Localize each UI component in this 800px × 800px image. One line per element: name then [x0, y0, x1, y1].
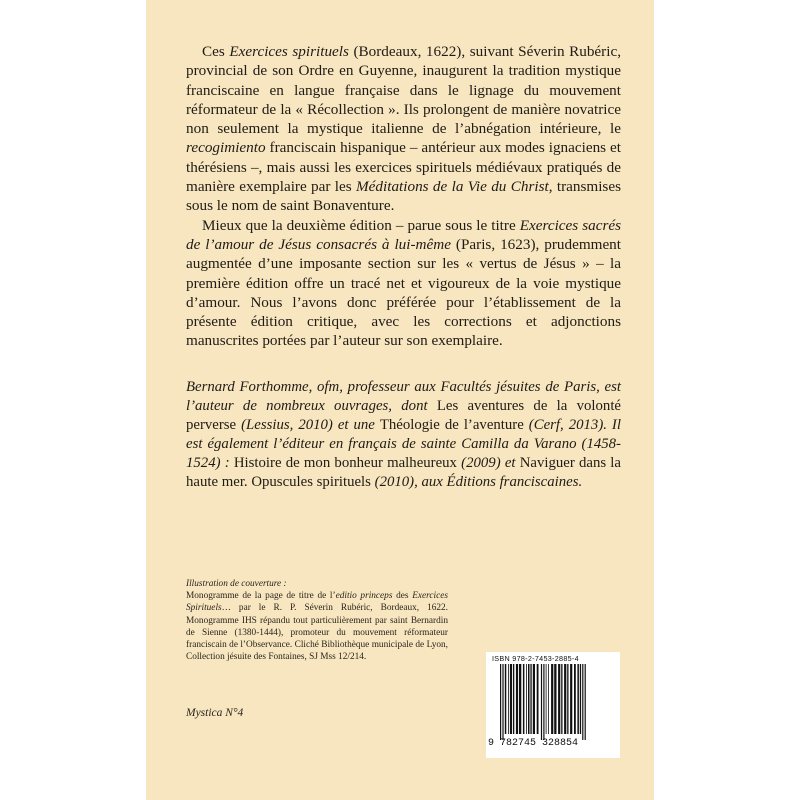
- barcode-bar: [546, 664, 547, 734]
- text-run: … par le R. P. Séverin Rubéric, Bordeaux, 1622. Monogramme IHS répandu tout particulièrement par saint Bernardin de Sienne (1380-1444), promoteur du mouvement réformateur franciscain de l’Observance. Cliché Bibliothèque municipale de Lyon, Collection jésuite des Fontaines, SJ Mss 12/214.: [186, 603, 448, 663]
- barcode-bar: [510, 664, 512, 734]
- text-run: (Cerf, 2013). Il est également l’éditeur en français de sainte Camilla da Varano (1458-1524) :: [186, 417, 621, 471]
- barcode-bar: [577, 664, 579, 734]
- barcode-bar: [513, 664, 514, 734]
- barcode-bar: [528, 664, 530, 734]
- barcode-bar: [551, 664, 553, 734]
- barcode-bar: [519, 664, 521, 734]
- text-run: editio princeps: [335, 591, 393, 602]
- barcode-bar: [582, 664, 583, 740]
- text-run: (Bordeaux, 1622), suivant Séverin Rubéric, provincial de son Ordre en Guyenne, inaugurent la tradition mystique franciscaine en langue française dans le lignage du mouvement réformateur de la « Récollection ». Ils prolongent de manière novatrice non seulement la mystique italienne de l’abnégation intérieure, le: [186, 43, 621, 138]
- blurb-paragraph-1: [186, 42, 621, 216]
- text-run: recogimiento: [186, 139, 266, 157]
- text-run: Exercices spirituels: [229, 43, 349, 60]
- text-run: des: [392, 591, 413, 602]
- barcode-bar: [543, 664, 544, 740]
- text-run: Monogramme de la page de titre de l’: [186, 591, 336, 602]
- text-run: franciscain hispanique – antérieur aux modes ignaciens et thérésiens –, mais aussi les exercices spirituels médiévaux pratiqués de manière exemplaire par les: [186, 139, 621, 196]
- barcode-bar: [508, 664, 509, 734]
- barcode-bar: [500, 664, 501, 740]
- barcode-bars: [498, 664, 610, 742]
- blurb-paragraph-2: [186, 216, 621, 351]
- text-run: Théologie de l’aventure: [379, 417, 524, 433]
- cover-illustration-credit: [186, 578, 448, 663]
- barcode-bar: [526, 664, 527, 734]
- text-run: Histoire de mon bonheur malheureux: [233, 455, 457, 471]
- blurb: [186, 42, 621, 351]
- barcode-bar: [561, 664, 562, 734]
- barcode-bar: [570, 664, 572, 734]
- author-bio: [186, 378, 621, 492]
- text-run: Ces: [202, 43, 230, 60]
- barcode-bar: [530, 664, 531, 734]
- text-run: Méditations de la Vie du Christ: [356, 178, 549, 196]
- barcode-bar: [502, 664, 503, 740]
- barcode-bar: [585, 664, 586, 740]
- barcode-bar: [564, 664, 566, 734]
- barcode-bar: [580, 664, 581, 734]
- text-run: Bernard Forthomme, ofm, professeur aux Facultés jésuites de Paris, est l’auteur de nombreux ouvrages, dont: [186, 379, 621, 414]
- text-run: (Paris, 1623), prudemment augmentée d’une imposante section sur les « vertus de Jésus » – la première édition offre un tracé net et vigoureux de la voie mystique d’amour. Nous l’avons donc préférée pour l’établissement de la présente édition critique, avec les corrections et adjonctions manuscrites portées par l’auteur sur son exemplaire.: [186, 235, 621, 350]
- barcode-bar: [567, 664, 568, 734]
- text-run: Les aventures de la volonté perverse: [186, 398, 621, 433]
- barcode-bar: [541, 664, 542, 740]
- barcode-bar: [558, 664, 560, 734]
- barcode-bar: [505, 664, 507, 734]
- isbn-barcode: [486, 652, 620, 758]
- text-run: Naviguer dans la haute mer. Opuscules spirituels: [186, 455, 621, 490]
- barcode-bar: [574, 664, 576, 734]
- text-run: (2009) et: [456, 455, 520, 471]
- barcode-bar: [516, 664, 518, 734]
- barcode-bar: [554, 664, 556, 734]
- text-run: (Lessius, 2010) et une: [236, 417, 380, 433]
- text-run: Exercices Spirituels: [186, 591, 448, 614]
- barcode-bar: [533, 664, 535, 734]
- illustration-caption: [186, 590, 448, 663]
- text-run: Mieux que la deuxième édition – parue sous le titre: [202, 216, 520, 234]
- isbn-number: ISBN 978-2-7453-2885-4: [492, 654, 579, 663]
- barcode-bar: [537, 664, 539, 734]
- collection-label: Mystica N°4: [186, 707, 244, 719]
- ean-digits: 9 782745 328854: [488, 738, 579, 749]
- text-run: Exercices sacrés de l’amour de Jésus consacrés à lui-même: [186, 216, 622, 253]
- back-cover: [146, 0, 654, 800]
- illustration-heading: Illustration de couverture :: [186, 579, 287, 589]
- barcode-bar: [548, 664, 549, 734]
- text-run: (2010), aux Éditions franciscaines.: [370, 474, 583, 490]
- barcode-bar: [523, 664, 525, 734]
- text-run: , transmises sous le nom de saint Bonaventure.: [186, 178, 621, 215]
